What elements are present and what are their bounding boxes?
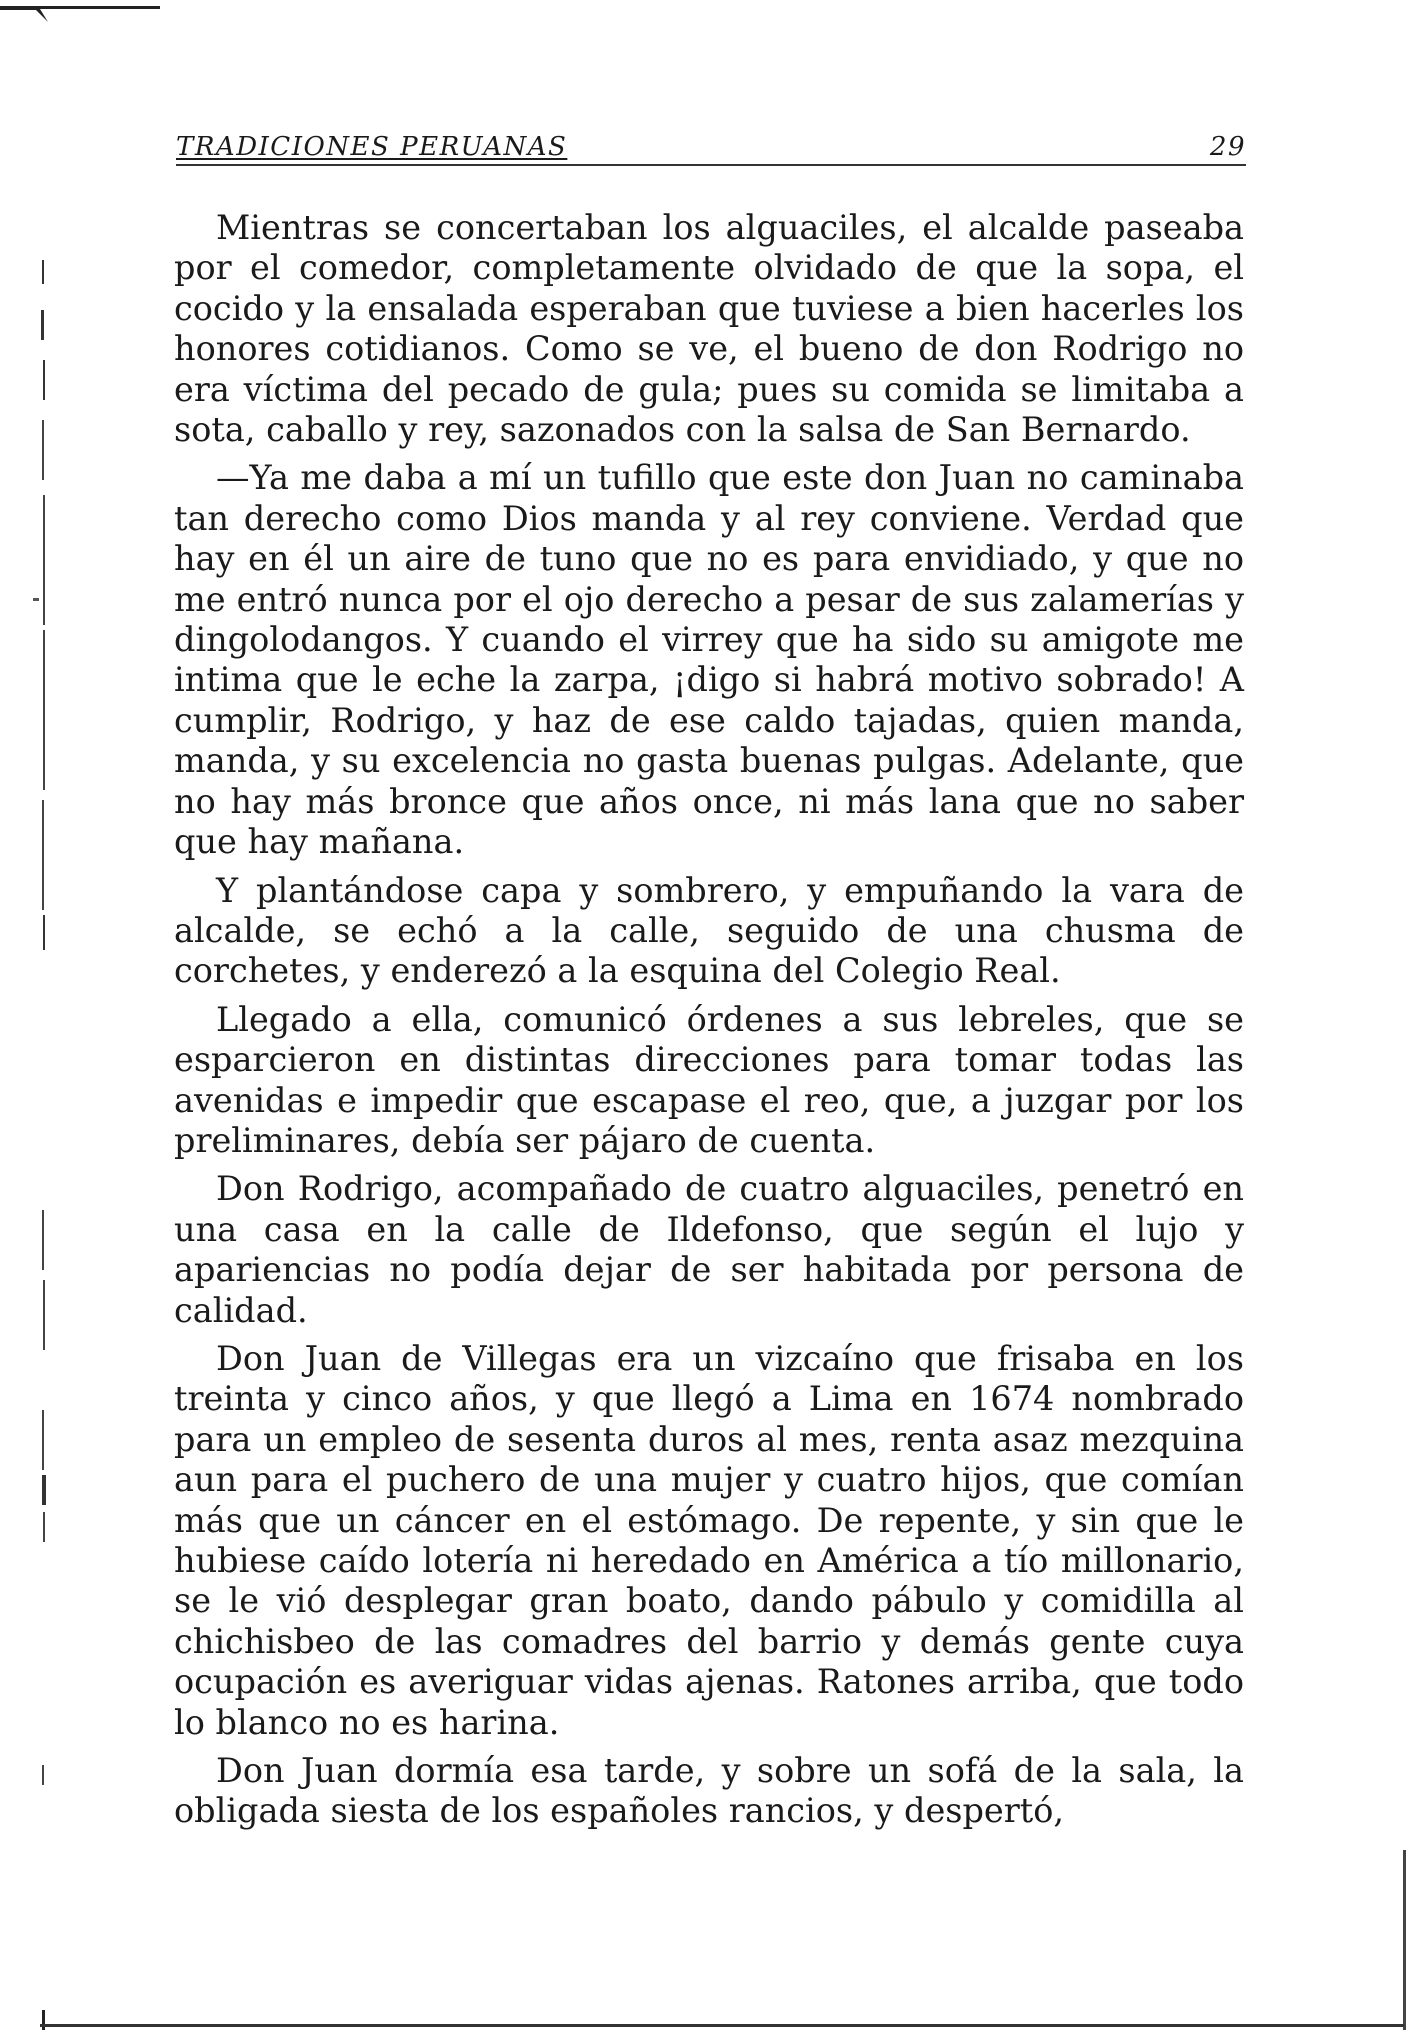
paragraph: —Ya me daba a mí un tufillo que este don Juan no caminaba tan derecho como Dios manda y al rey conviene. Verdad que hay en él un aire de tuno que no es para envidiado, y que no me entró nunca por el ojo derecho a pesar de sus zalamerías y dingolodangos. Y cuando el virrey que ha sido su amigote me intima que le eche la zarpa, ¡digo si habrá motivo sobrado! A cumplir, Rodrigo, y haz de ese caldo tajadas, quien manda, manda, y su excelencia no gasta buenas pulgas. Adelante, que no hay más bronce que años once, ni más lana que no saber que hay mañana. <box>174 458 1244 862</box>
running-head <box>176 130 1246 166</box>
binding-edge-marks <box>30 250 60 2030</box>
paragraph: Don Juan dormía esa tarde, y sobre un sofá de la sala, la obligada siesta de los españoles rancios, y despertó, <box>174 1751 1244 1831</box>
page-edge-line <box>1403 1850 1406 2030</box>
book-title: TRADICIONES PERUANAS <box>176 132 568 162</box>
paragraph: Mientras se concertaban los alguaciles, el alcalde paseaba por el comedor, completamente olvidado de que la sopa, el cocido y la ensalada esperaban que tuviese a bien hacerles los honores cotidianos. Como se ve, el bueno de don Rodrigo no era víctima del pecado de gula; pues su comida se limitaba a sota, caballo y rey, sazonados con la salsa de San Bernardo. <box>174 208 1244 450</box>
paragraph: Don Juan de Villegas era un vizcaíno que frisaba en los treinta y cinco años, y que llegó a Lima en 1674 nombrado para un empleo de sesenta duros al mes, renta asaz mezquina aun para el puchero de una mujer y cuatro hijos, que comían más que un cáncer en el estómago. De repente, y sin que le hubiese caído lotería ni heredado en América a tío millonario, se le vió desplegar gran boato, dando pábulo y comidilla al chichisbeo de las comadres del barrio y demás gente cuya ocupación es averiguar vidas ajenas. Ratones arriba, que todo lo blanco no es harina. <box>174 1338 1244 1742</box>
paragraph: Don Rodrigo, acompañado de cuatro alguaciles, penetró en una casa en la calle de Ildefonso, que según el lujo y apariencias no podía dejar de ser habitada por persona de calidad. <box>174 1169 1244 1330</box>
paragraph: Llegado a ella, comunicó órdenes a sus lebreles, que se esparcieron en distintas direcciones para tomar todas las avenidas e impedir que escapase el reo, que, a juzgar por los preliminares, debía ser pájaro de cuenta. <box>174 999 1244 1160</box>
paragraph: Y plantándose capa y sombrero, y empuñando la vara de alcalde, se echó a la calle, seguido de una chusma de corchetes, y enderezó a la esquina del Colegio Real. <box>174 870 1244 991</box>
body-text <box>174 208 1244 1840</box>
scan-corner-mark <box>0 0 160 30</box>
page-number: 29 <box>1209 132 1246 162</box>
bottom-edge-line <box>40 2024 1404 2027</box>
